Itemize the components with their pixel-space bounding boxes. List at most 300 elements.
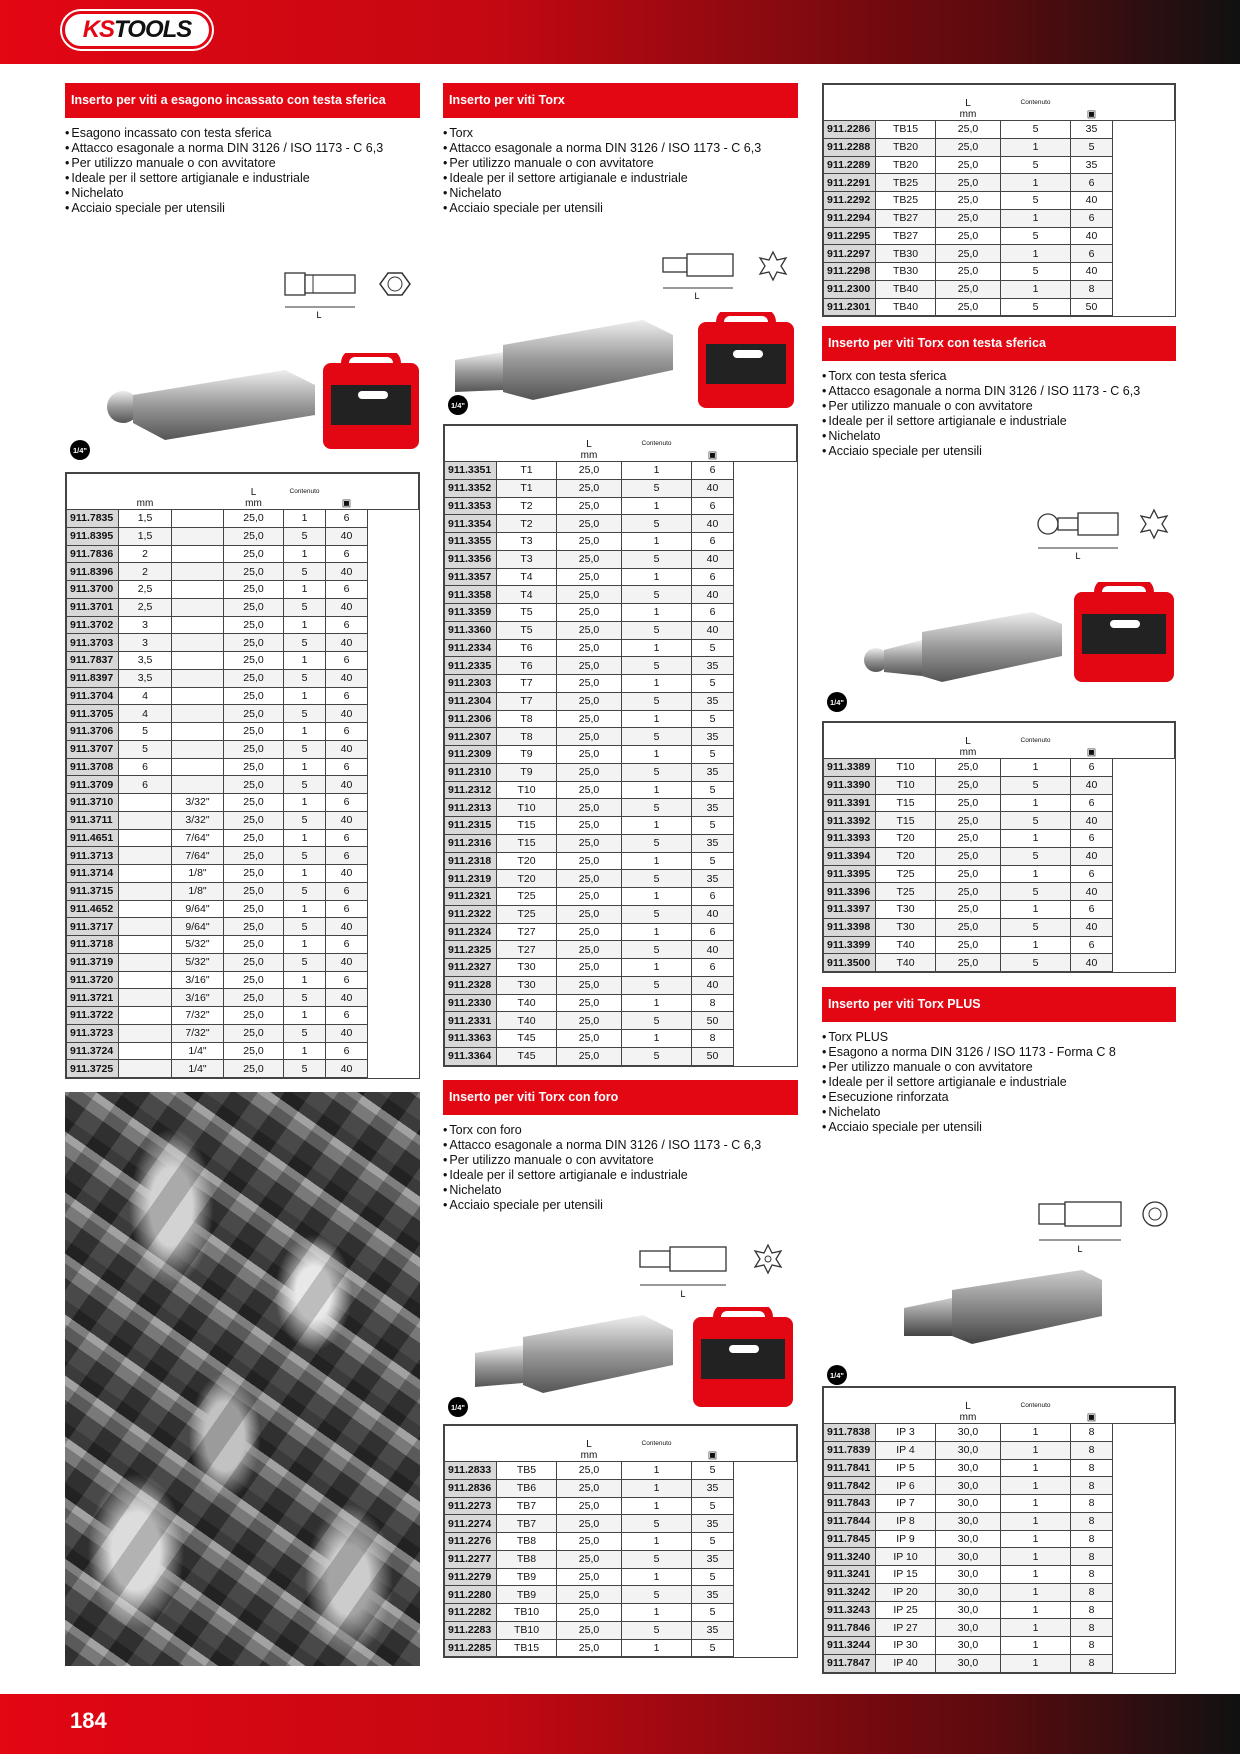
table-cell: 1 [622, 462, 692, 480]
article-code: 911.2295 [824, 227, 876, 245]
table-row [67, 669, 419, 687]
table-cell: 8 [1071, 280, 1113, 298]
table-cell: 6 [326, 723, 368, 741]
feature-item: • Ideale per il settore artigianale e industriale [443, 1168, 798, 1183]
table-cell: 5 [692, 675, 734, 693]
article-code: 911.7839 [824, 1441, 876, 1459]
table-cell: 25,0 [936, 865, 1001, 883]
table-cell-empty [368, 527, 419, 545]
table-cell [119, 794, 172, 812]
torx-plus-table: L mm Contenuto ▣ 911.7838 IP 3 30,0 1 8 911.7839 IP 4 30,0 1 8 911.7841 IP 5 30,0 1 8 911.7842 IP 6 30,0 1 8 911.7843 IP 7 30,0 1 8 911.7844 IP 8 30,0 1 8 911.7845 IP 9 30,0 1 8 911.3240 IP 10 30,0 1 8 911.3241 IP 15 30,0 1 8 911.3242 IP 20 30,0 1 8 911.3243 IP 25 30,0 1 8 911.7846 IP 27 30,0 1 8 911.3244 IP 30 30,0 1 8 911.7847 IP 40 30,0 1 8 [822, 1386, 1176, 1674]
table-cell-empty [1113, 121, 1175, 139]
table-row [67, 616, 419, 634]
torx-plus-figure [822, 1190, 1176, 1380]
section-torx-plus [822, 987, 1176, 1135]
table-cell: TB27 [876, 227, 936, 245]
quarter-inch-badge: 1/4" [448, 1397, 468, 1417]
table-cell: 25,0 [557, 1515, 622, 1533]
table-cell: IP 10 [876, 1548, 936, 1566]
table-cell: 1 [1001, 1459, 1071, 1477]
table-cell-empty [368, 936, 419, 954]
table-cell: 1 [622, 1497, 692, 1515]
table-cell: 25,0 [557, 1639, 622, 1657]
article-code: 911.3715 [67, 882, 119, 900]
table-cell: 1 [1001, 901, 1071, 919]
torx-hole-bit-photo [443, 1315, 683, 1405]
table-cell: 25,0 [936, 280, 1001, 298]
table-row [824, 830, 1175, 848]
table-cell-empty [734, 1497, 797, 1515]
table-row [445, 941, 797, 959]
article-code: 911.3720 [67, 971, 119, 989]
table-cell: T45 [497, 1030, 557, 1048]
article-code: 911.3390 [824, 776, 876, 794]
table-cell: 25,0 [936, 776, 1001, 794]
article-code: 911.3393 [824, 830, 876, 848]
article-code: 911.3354 [445, 515, 497, 533]
table-cell-empty [734, 1586, 797, 1604]
table-cell: 5 [622, 870, 692, 888]
tech-drawing-torx-plus [1037, 1194, 1177, 1254]
table-cell: 1 [1001, 759, 1071, 777]
table-cell: 1 [622, 568, 692, 586]
article-code: 911.3707 [67, 740, 119, 758]
article-code: 911.2288 [824, 138, 876, 156]
table-cell-empty [734, 621, 797, 639]
package-icon: ▣ [707, 1450, 718, 1461]
article-code: 911.3242 [824, 1583, 876, 1601]
table-cell-empty [734, 550, 797, 568]
table-row [824, 263, 1175, 281]
table-cell: 5 [284, 598, 326, 616]
table-cell: 35 [692, 728, 734, 746]
article-code: 911.3722 [67, 1007, 119, 1025]
table-cell-empty [734, 657, 797, 675]
red-packaging [693, 1307, 793, 1407]
table-row [445, 1568, 797, 1586]
feature-item: • Torx [443, 126, 798, 141]
table-cell: 1 [1001, 138, 1071, 156]
table-cell: 1,5 [119, 527, 172, 545]
table-cell: 5 [692, 639, 734, 657]
table-cell: TB10 [497, 1621, 557, 1639]
table-cell: 8 [1071, 1512, 1113, 1530]
table-cell: 6 [326, 652, 368, 670]
table-row [824, 1424, 1175, 1442]
table-cell-empty [734, 799, 797, 817]
article-code: 911.2279 [445, 1568, 497, 1586]
table-cell: 5 [622, 586, 692, 604]
article-code: 911.2307 [445, 728, 497, 746]
table-cell: 6 [692, 604, 734, 622]
table-cell-empty [734, 515, 797, 533]
quarter-inch-badge: 1/4" [827, 1365, 847, 1385]
table-cell [119, 1042, 172, 1060]
table-cell: 1 [1001, 1424, 1071, 1442]
table-cell: T45 [497, 1047, 557, 1065]
footer-bar [0, 1694, 1240, 1754]
table-cell: 6 [326, 510, 368, 528]
table-cell: T8 [497, 728, 557, 746]
table-cell: 40 [326, 918, 368, 936]
table-cell: T25 [497, 905, 557, 923]
table-cell-empty [734, 852, 797, 870]
article-code: 911.2310 [445, 763, 497, 781]
table-cell: 25,0 [557, 746, 622, 764]
table-cell-empty [734, 870, 797, 888]
article-code: 911.2313 [445, 799, 497, 817]
table-cell: 25,0 [557, 533, 622, 551]
table-row [445, 692, 797, 710]
table-cell: 25,0 [224, 758, 284, 776]
table-cell: 30,0 [936, 1441, 1001, 1459]
table-cell: IP 8 [876, 1512, 936, 1530]
table-cell: 6 [692, 497, 734, 515]
table-cell-empty [734, 976, 797, 994]
table-cell: 5 [284, 669, 326, 687]
table-row [445, 728, 797, 746]
table-cell: T40 [876, 954, 936, 972]
table-cell: 1 [284, 936, 326, 954]
article-code: 911.3500 [824, 954, 876, 972]
table-cell-empty [1113, 918, 1175, 936]
table-cell [119, 953, 172, 971]
table-row [824, 1583, 1175, 1601]
table-cell: 25,0 [224, 1060, 284, 1078]
table-cell: 25,0 [557, 604, 622, 622]
table-cell: 25,0 [557, 1462, 622, 1480]
torx-ball-bit-photo [862, 610, 1082, 690]
table-cell: 5 [622, 976, 692, 994]
table-cell: TB9 [497, 1568, 557, 1586]
table-cell [172, 634, 224, 652]
table-cell: 6 [326, 581, 368, 599]
table-cell: 30,0 [936, 1512, 1001, 1530]
table-cell: 25,0 [557, 1047, 622, 1065]
table-row [67, 510, 419, 528]
tech-drawing-torx [661, 244, 801, 304]
article-code: 911.2289 [824, 156, 876, 174]
table-cell: 5 [1001, 847, 1071, 865]
table-row [445, 852, 797, 870]
table-cell-empty [1113, 794, 1175, 812]
table-cell: 35 [692, 657, 734, 675]
table-cell: 8 [1071, 1583, 1113, 1601]
table-cell: 1 [622, 994, 692, 1012]
table-row [67, 1024, 419, 1042]
table-cell: 1 [622, 604, 692, 622]
table-cell: 40 [326, 865, 368, 883]
table-cell: 5 [284, 1060, 326, 1078]
article-code: 911.3360 [445, 621, 497, 639]
table-cell: 6 [326, 900, 368, 918]
svg-text:L: L [316, 310, 322, 320]
table-cell-empty [734, 1030, 797, 1048]
table-cell: 1 [1001, 936, 1071, 954]
table-row [445, 604, 797, 622]
table-row [824, 1477, 1175, 1495]
table-row [67, 847, 419, 865]
article-code: 911.2319 [445, 870, 497, 888]
article-code: 911.2280 [445, 1586, 497, 1604]
table-cell: 5 [622, 834, 692, 852]
feature-item: • Nichelato [65, 186, 420, 201]
table-cell-empty [1113, 1530, 1175, 1548]
section-title: Inserto per viti Torx con testa sferica [822, 326, 1176, 361]
table-cell: 5 [622, 905, 692, 923]
table-row [67, 563, 419, 581]
article-code: 911.2300 [824, 280, 876, 298]
table-cell: 25,0 [557, 905, 622, 923]
table-row [67, 527, 419, 545]
article-code: 911.2322 [445, 905, 497, 923]
table-cell [172, 740, 224, 758]
table-cell: 25,0 [557, 710, 622, 728]
table-cell: 6 [1071, 901, 1113, 919]
article-code: 911.3241 [824, 1566, 876, 1584]
table-cell-empty [368, 634, 419, 652]
table-cell-empty [368, 1024, 419, 1042]
table-cell: T1 [497, 479, 557, 497]
table-cell: 25,0 [557, 994, 622, 1012]
article-code: 911.2306 [445, 710, 497, 728]
table-cell: 6 [326, 545, 368, 563]
table-cell: 5 [622, 515, 692, 533]
table-cell-empty [1113, 830, 1175, 848]
article-code: 911.2327 [445, 959, 497, 977]
section-hex [65, 83, 420, 216]
table-cell: 6 [326, 882, 368, 900]
feature-list [822, 1030, 1176, 1135]
table-cell: 1 [1001, 1566, 1071, 1584]
table-cell-empty [368, 705, 419, 723]
table-cell: 25,0 [224, 510, 284, 528]
table-cell [172, 776, 224, 794]
table-cell-empty [1113, 227, 1175, 245]
article-code: 911.3394 [824, 847, 876, 865]
table-row [445, 497, 797, 515]
table-cell: 25,0 [557, 462, 622, 480]
table-cell: 5 [284, 811, 326, 829]
table-cell-empty [734, 1604, 797, 1622]
table-row [824, 1619, 1175, 1637]
table-cell: 35 [692, 1621, 734, 1639]
table-cell: 1 [1001, 1654, 1071, 1672]
table-cell-empty [368, 794, 419, 812]
table-cell: 5 [284, 634, 326, 652]
table-cell-empty [368, 758, 419, 776]
article-code: 911.3723 [67, 1024, 119, 1042]
feature-item: • Attacco esagonale a norma DIN 3126 / ISO 1173 - C 6,3 [822, 384, 1176, 399]
table-cell: T10 [497, 799, 557, 817]
article-code: 911.3399 [824, 936, 876, 954]
table-cell-empty [734, 1515, 797, 1533]
table-cell: 40 [1071, 227, 1113, 245]
table-cell: 1 [1001, 209, 1071, 227]
table-cell: 5 [1001, 156, 1071, 174]
table-cell-empty [734, 941, 797, 959]
table-cell-empty [734, 746, 797, 764]
table-cell: 7/64" [172, 847, 224, 865]
table-cell: 4 [119, 705, 172, 723]
table-cell: TB10 [497, 1604, 557, 1622]
table-cell: 40 [326, 953, 368, 971]
table-cell [172, 581, 224, 599]
article-code: 911.3397 [824, 901, 876, 919]
feature-item: • Acciaio speciale per utensili [65, 201, 420, 216]
table-cell: 6 [326, 794, 368, 812]
table-cell-empty [734, 479, 797, 497]
table-cell [119, 936, 172, 954]
table-row [67, 687, 419, 705]
table-cell [119, 882, 172, 900]
svg-text:L: L [1075, 551, 1081, 561]
table-cell: 6 [1071, 759, 1113, 777]
table-row [445, 888, 797, 906]
tech-drawing-torx-hole [638, 1239, 798, 1299]
table-cell: 25,0 [557, 799, 622, 817]
table-cell-empty [1113, 209, 1175, 227]
table-cell: 6 [1071, 936, 1113, 954]
table-cell-empty [368, 971, 419, 989]
table-cell: 1 [622, 923, 692, 941]
table-cell: 1/8" [172, 882, 224, 900]
table-cell: 6 [119, 758, 172, 776]
table-cell: 3 [119, 616, 172, 634]
feature-item: • Esagono a norma DIN 3126 / ISO 1173 - Forma C 8 [822, 1045, 1176, 1060]
table-cell: 25,0 [936, 883, 1001, 901]
table-cell: 35 [692, 799, 734, 817]
table-cell: 1 [1001, 1637, 1071, 1655]
table-cell-empty [1113, 847, 1175, 865]
table-cell: TB20 [876, 156, 936, 174]
table-cell [119, 1024, 172, 1042]
table-cell: 3,5 [119, 652, 172, 670]
table-cell: 1 [622, 710, 692, 728]
package-icon: ▣ [707, 450, 718, 461]
feature-item: • Attacco esagonale a norma DIN 3126 / ISO 1173 - C 6,3 [443, 1138, 798, 1153]
table-cell: 35 [692, 692, 734, 710]
table-cell: 6 [326, 936, 368, 954]
article-code: 911.2283 [445, 1621, 497, 1639]
table-cell: 25,0 [557, 497, 622, 515]
table-cell: 8 [692, 994, 734, 1012]
table-cell-empty [1113, 883, 1175, 901]
table-cell: 1 [284, 794, 326, 812]
article-code: 911.7845 [824, 1530, 876, 1548]
table-cell: 25,0 [557, 568, 622, 586]
feature-item: • Acciaio speciale per utensili [443, 1198, 798, 1213]
table-cell: 25,0 [557, 657, 622, 675]
table-cell: 1 [284, 616, 326, 634]
table-cell: 25,0 [557, 817, 622, 835]
article-code: 911.3709 [67, 776, 119, 794]
feature-item: • Ideale per il settore artigianale e industriale [822, 1075, 1176, 1090]
article-code: 911.7841 [824, 1459, 876, 1477]
table-cell: 1/4" [172, 1042, 224, 1060]
table-cell-empty [1113, 1512, 1175, 1530]
feature-item: • Ideale per il settore artigianale e industriale [65, 171, 420, 186]
table-cell-empty [1113, 192, 1175, 210]
table-row [67, 829, 419, 847]
table-cell [119, 1007, 172, 1025]
table-cell: 1 [622, 817, 692, 835]
table-cell: 25,0 [224, 705, 284, 723]
table-cell: 25,0 [936, 830, 1001, 848]
article-code: 911.2292 [824, 192, 876, 210]
table-cell: 5 [1001, 954, 1071, 972]
table-cell: 35 [692, 870, 734, 888]
table-row [445, 1533, 797, 1551]
table-cell: 6 [692, 533, 734, 551]
table-cell: 40 [1071, 883, 1113, 901]
table-cell: 5 [1001, 263, 1071, 281]
table-cell: 25,0 [557, 941, 622, 959]
table-cell: TB15 [497, 1639, 557, 1657]
article-code: 911.3721 [67, 989, 119, 1007]
article-code: 911.2286 [824, 121, 876, 139]
table-cell: 40 [1071, 918, 1113, 936]
feature-item: • Esecuzione rinforzata [822, 1090, 1176, 1105]
table-cell: 30,0 [936, 1548, 1001, 1566]
feature-item: • Attacco esagonale a norma DIN 3126 / ISO 1173 - C 6,3 [443, 141, 798, 156]
table-cell [172, 563, 224, 581]
table-cell: 1 [622, 1568, 692, 1586]
table-cell-empty [1113, 1566, 1175, 1584]
table-cell: 5 [692, 1604, 734, 1622]
table-cell: 35 [692, 1586, 734, 1604]
table-row [824, 865, 1175, 883]
article-code: 911.2324 [445, 923, 497, 941]
table-cell: 25,0 [224, 616, 284, 634]
table-cell: T40 [497, 1012, 557, 1030]
table-cell: 30,0 [936, 1530, 1001, 1548]
table-cell: 25,0 [224, 971, 284, 989]
table-cell [172, 687, 224, 705]
bits-photo [65, 1092, 420, 1666]
table-cell: 25,0 [224, 527, 284, 545]
feature-item: • Per utilizzo manuale o con avvitatore [822, 1060, 1176, 1075]
article-code: 911.3364 [445, 1047, 497, 1065]
article-code: 911.3396 [824, 883, 876, 901]
table-row [824, 1566, 1175, 1584]
table-cell-empty [368, 953, 419, 971]
table-cell: IP 30 [876, 1637, 936, 1655]
torx-bit-photo [443, 320, 683, 410]
table-row [824, 1441, 1175, 1459]
table-cell: 50 [692, 1012, 734, 1030]
article-code: 911.3351 [445, 462, 497, 480]
table-row [67, 652, 419, 670]
table-cell: T10 [876, 759, 936, 777]
table-row [445, 621, 797, 639]
table-cell: 5 [622, 621, 692, 639]
table-cell: 5 [622, 1515, 692, 1533]
article-code: 911.2277 [445, 1550, 497, 1568]
table-cell: 6 [326, 1007, 368, 1025]
table-cell: 2 [119, 545, 172, 563]
table-cell: 40 [326, 811, 368, 829]
table-cell: 25,0 [557, 621, 622, 639]
table-cell: 40 [1071, 192, 1113, 210]
table-row [824, 1548, 1175, 1566]
table-row [824, 1654, 1175, 1672]
article-code: 911.3717 [67, 918, 119, 936]
table-cell [172, 758, 224, 776]
feature-item: • Torx con testa sferica [822, 369, 1176, 384]
table-cell: 5 [692, 746, 734, 764]
table-cell: 1 [622, 888, 692, 906]
